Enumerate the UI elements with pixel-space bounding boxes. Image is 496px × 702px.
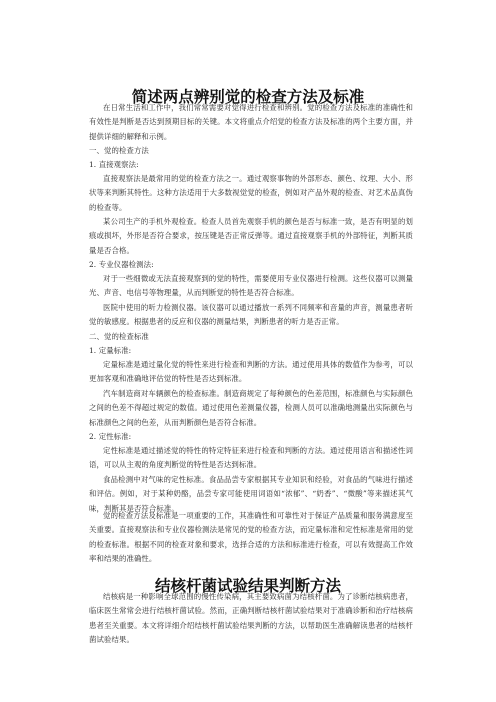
paragraph-instrument: 对于一些细微或无法直接观察到的觉的特性，需要使用专业仪器进行检测。这些仪器可以测量光、声音、电信号等物理量，从而判断觉的特性是否符合标准。 — [89, 274, 413, 298]
paragraph-phone-example: 某公司生产的手机外观检查。检查人员首先观察手机的颜色是否与标准一致，是否有明显的划痕或损坏，外形是否符合要求，按压键是否正常反弹等。通过直接观察手机的外部特征，判断其质量是否合格。 — [89, 217, 413, 255]
document-title: 简述两点辨别觉的检查方法及标准 — [131, 88, 365, 106]
subsection-heading-instrument: 2. 专业仪器检测法: — [89, 260, 154, 269]
paragraph-direct-observation: 直接观察法是最常用的觉的检查方法之一。通过观察事物的外部形态、颜色、纹理、大小、形状等来判断其特性。这种方法适用于大多数视觉觉的检查，例如对产品外观的检查、对艺术品真伪的检查等。 — [89, 174, 413, 212]
subsection-heading-direct-observation: 1. 直接观察法: — [89, 160, 139, 169]
intro-paragraph: 在日常生活和工作中，我们常常需要对觉得进行检查和辨别。觉的检查方法及标准的准确性和有效性是判断是否达到预期目标的关键。本文将重点介绍觉的检查方法及标准的两个主要方面，并提供详细的解释和示例。 — [89, 103, 413, 141]
paragraph-quantitative: 定量标准是通过量化觉的特性来进行检查和判断的方法。通过使用具体的数值作为参考，可以更加客观和准确地评估觉的特性是否达到标准。 — [89, 360, 413, 384]
section-heading-methods: 一、觉的检查方法 — [89, 146, 149, 155]
paragraph-qualitative: 定性标准是通过描述觉的特性的特定特征来进行检查和判断的方法。通过使用语言和描述性词语，可以从主观的角度判断觉的特性是否达到标准。 — [89, 446, 413, 470]
paragraph-car-color-example: 汽车制造商对车辆颜色的检查标准。制造商规定了每种颜色的色差范围，标准颜色与实际颜色之间的色差不得超过规定的数值。通过使用色差测量仪器，检测人员可以准确地测量出实际颜色与标准颜色之间的色差，从而判断颜色是否符合标准。 — [89, 389, 413, 427]
subsection-heading-qualitative: 2. 定性标准: — [89, 432, 132, 441]
section-heading-standards: 二、觉的检查标准 — [89, 332, 149, 341]
second-document-title: 结核杆菌试验结果判断方法 — [154, 577, 341, 595]
second-intro-paragraph: 结核病是一种影响全球范围的慢性传染病，其主要致病菌为结核杆菌。为了诊断结核病患者，临床医生常常会进行结核杆菌试验。然而，正确判断结核杆菌试验结果对于准确诊断和治疗结核病患者至关重要。本文将详细介绍结核杆菌试验结果判断的方法，以帮助医生准确解读患者的结核杆菌试验结果。 — [89, 592, 413, 645]
paragraph-food-example: 食品检测中对气味的定性标准。食品品尝专家根据其专业知识和经验，对食品的气味进行描述和评估。例如，对于某种奶酪，品尝专家可能使用词语如“浓郁”、“奶香”、“微酸”等来描述其气味，判断其是否符合标准。 — [89, 475, 413, 513]
subsection-heading-quantitative: 1. 定量标准: — [89, 346, 132, 355]
paragraph-conclusion: 觉的检查方法及标准是一项重要的工作，其准确性和可靠性对于保证产品质量和服务满意度至关重要。直接观察法和专业仪器检测法是常见的觉的检查方法，而定量标准和定性标准是常用的觉的检查标准。根据不同的检查对象和要求，选择合适的方法和标准进行检查，可以有效提高工作效率和结果的准确性。 — [89, 511, 413, 564]
paragraph-hearing-example: 医院中使用的听力检测仪器。该仪器可以通过播放一系列不同频率和音量的声音，测量患者听觉的敏感度。根据患者的反应和仪器的测量结果，判断患者的听力是否正常。 — [89, 303, 413, 327]
